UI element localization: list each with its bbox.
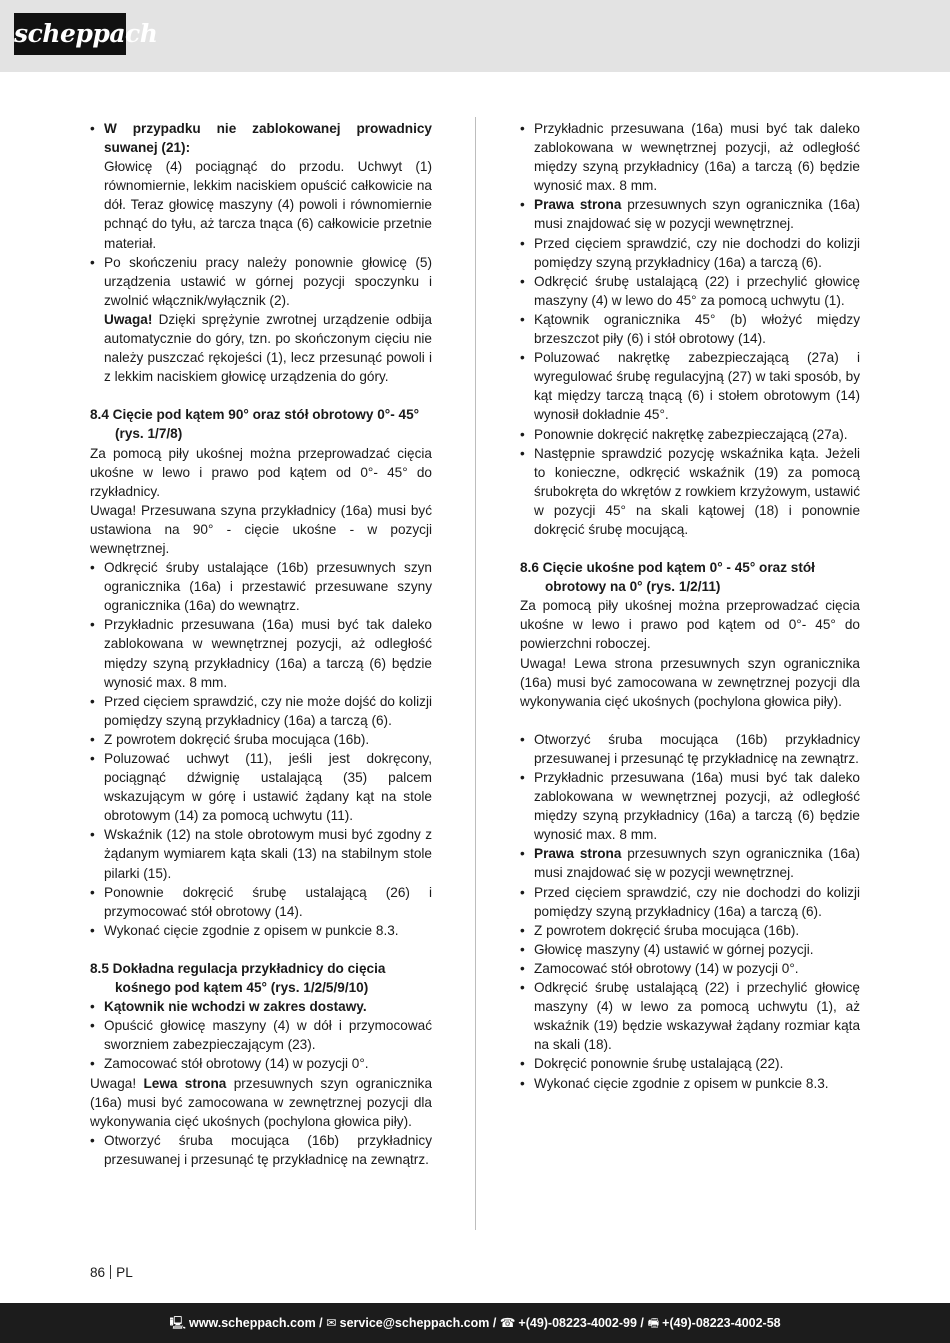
list-item: • Przykładnic przesuwana (16a) musi być tak daleko zablokowana w wewnętrznej pozycji, aż odległość między szyną przykładnicy (16a) a tarczą (6) będzie wynosić max. 8 mm. [520, 768, 860, 844]
list-item: • Ponownie dokręcić nakrętkę zabezpieczającą (27a). [520, 425, 860, 444]
list-text: przesuwnych szyn ogranicznika (16a) musi znajdować się w pozycji wewnętrznej. [534, 197, 861, 232]
list-item [90, 119, 432, 253]
column-divider [475, 117, 476, 1230]
list-item [90, 997, 432, 1016]
section-heading-8-6: 8.6 Cięcie ukośne pod kątem 0° - 45° oraz stół obrotowy na 0° (rys. 1/2/11) [520, 560, 815, 595]
mail-icon: ✉ [326, 1316, 337, 1330]
footer-website[interactable]: www.scheppach.com / [189, 1316, 323, 1330]
list-item: • Z powrotem dokręcić śruba mocująca (16b). [90, 730, 432, 749]
section-heading-8-5: 8.5 Dokładna regulacja przykładnicy do cięcia kośnego pod kątem 45° (rys. 1/2/5/9/10) [90, 960, 386, 996]
list-item: • Poluzować uchwyt (11), jeśli jest dokręcony, pociągnąć dźwignię ustalającą (35) palcem wskazującym w górę i ustawić żądany kąt na stole obrotowym (14) za pomocą uchwytu (11). [90, 749, 432, 825]
note-paragraph [90, 1074, 432, 1131]
note-text: przesuwnych szyn ogranicznika (16a) musi być zamocowana w zewnętrznej pozycji dla wykonywania cięć ukośnych (pochylona głowica piły). [90, 1075, 433, 1129]
page-header [0, 0, 950, 72]
list-item: • Otworzyć śruba mocująca (16b) przykładnicy przesuwanej i przesunąć tę przykładnicę na zewnątrz. [90, 1131, 432, 1169]
list-item: • Wskaźnik (12) na stole obrotowym musi być zgodny z żądanym wymiarem kąta skali (13) na stabilnym stole pilarki (15). [90, 825, 432, 882]
list-item: • Otworzyć śruba mocująca (16b) przykładnicy przesuwanej i przesunąć tę przykładnicę na zewnątrz. [520, 730, 860, 768]
page-number [90, 1265, 133, 1280]
list-item: • Odkręcić śrubę ustalającą (22) i przechylić głowicę maszyny (4) w lewo do 45° za pomocą uchwytu (1). [520, 272, 860, 310]
computer-icon: 🖳 [169, 1316, 187, 1330]
note-label: Uwaga! [90, 1075, 137, 1091]
footer-fax: +(49)-08223-4002-58 [662, 1316, 781, 1330]
paragraph: Uwaga! Lewa strona przesuwnych szyn ogranicznika (16a) musi być zamocowana w zewnętrznej pozycji dla wykonywania cięć ukośnych (pochylona głowica piły). [520, 655, 860, 709]
bold-text: Lewa strona [143, 1075, 227, 1091]
list-item: • Odkręcić śrubę ustalającą (22) i przechylić głowicę maszyny (4) w lewo za pomocą uchwytu (1), aż wskaźnik (19) będzie wskazywał żądany rozmiar kąta na skali (18). [520, 978, 860, 1054]
list-item: • Przykładnic przesuwana (16a) musi być tak daleko zablokowana w wewnętrznej pozycji, aż odległość między szyną przykładnicy (16a) a tarczą (6) będzie wynosić max. 8 mm. [520, 119, 860, 195]
list-item: • Przed cięciem sprawdzić, czy nie dochodzi do kolizji pomiędzy szyną przykładnicy (16a) a tarczą (6). [520, 883, 860, 921]
note-label: Uwaga! [104, 311, 153, 327]
right-column [520, 119, 860, 1093]
scheppach-logo: scheppach [14, 13, 126, 55]
list-item: • Poluzować nakrętkę zabezpieczającą (27a) i wyregulować śrubę regulacyjną (27) w taki sposób, by kąt między tarczą tnącą (6) i stołem obrotowym (14) wynosił dokładnie 45°. [520, 348, 860, 424]
list-text: przesuwnych szyn ogranicznika (16a) musi znajdować się w pozycji wewnętrznej. [534, 846, 861, 881]
paragraph: • Po skończeniu pracy należy ponownie głowicę (5) urządzenia ustawić w górnej pozycji spoczynku i zwolnić włącznik/wyłącznik (2). [104, 254, 432, 308]
list-item: • Następnie sprawdzić pozycję wskaźnika kąta. Jeżeli to konieczne, odkręcić wskaźnik (19) za pomocą śrubokręta do wkrętów z rowkiem krzyżowym, ustawić w pozycji 45° na skali kątowej (18) i ponownie dokręcić śrubę mocującą. [520, 444, 860, 539]
fax-icon: 🖷 [647, 1316, 660, 1330]
page-number-value: 86 [90, 1265, 106, 1280]
list-item: • Głowicę maszyny (4) ustawić w górnej pozycji. [520, 940, 860, 959]
list-item: • Zamocować stół obrotowy (14) w pozycji 0°. [90, 1054, 432, 1073]
list-item: • Zamocować stół obrotowy (14) w pozycji 0°. [520, 959, 860, 978]
list-item: • Kątownik ogranicznika 45° (b) włożyć między brzeszczot piły (6) i stół obrotowy (14). [520, 310, 860, 348]
page-footer [0, 1303, 950, 1343]
paragraph: Uwaga! Przesuwana szyna przykładnicy (16a) musi być ustawiona na 90° - cięcie ukośne - w pozycji wewnętrznej. [90, 502, 432, 556]
paragraph: Za pomocą piły ukośnej można przeprowadzać cięcia ukośne w lewo i prawo pod kątem od 0°- 45° do rzykładnicy. [90, 445, 432, 499]
list-item: • Z powrotem dokręcić śruba mocująca (16b). [520, 921, 860, 940]
list-item: • Wykonać cięcie zgodnie z opisem w punkcie 8.3. [90, 921, 432, 940]
list-item: • Wykonać cięcie zgodnie z opisem w punkcie 8.3. [520, 1074, 860, 1093]
phone-icon: ☎ [499, 1316, 516, 1330]
section-heading: W przypadku nie zablokowanej prowadnicy suwanej (21): [104, 121, 432, 156]
list-item [90, 253, 432, 387]
footer-phone: +(49)-08223-4002-99 / [518, 1316, 644, 1330]
list-item: • Dokręcić ponownie śrubę ustalającą (22). [520, 1054, 860, 1073]
list-item [520, 844, 860, 882]
list-item: • Przed cięciem sprawdzić, czy nie dochodzi do kolizji pomiędzy szyną przykładnicy (16a) a tarczą (6). [520, 234, 860, 272]
footer-email[interactable]: service@scheppach.com / [339, 1316, 497, 1330]
list-item [520, 195, 860, 233]
section-heading-8-4: 8.4 Cięcie pod kątem 90° oraz stół obrotowy 0°- 45° (rys. 1/7/8) [90, 407, 420, 442]
list-item: • Odkręcić śruby ustalające (16b) przesuwnych szyn ogranicznika (16a) i przestawić przesuwane szyny ogranicznika (16a) do wewnątrz. [90, 558, 432, 615]
bold-text: Prawa strona [534, 846, 622, 862]
list-item: • Ponownie dokręcić śrubę ustalającą (26) i przymocować stół obrotowy (14). [90, 883, 432, 921]
list-item: • Przed cięciem sprawdzić, czy nie może dojść do kolizji pomiędzy szyną przykładnicy (16a) a tarczą (6). [90, 692, 432, 730]
bold-text: Prawa strona [534, 197, 622, 213]
bold-text: Kątownik nie wchodzi w zakres dostawy. [104, 999, 367, 1015]
note-paragraph [104, 310, 432, 386]
list-item: • Przykładnic przesuwana (16a) musi być tak daleko zablokowana w wewnętrznej pozycji, aż odległość między szyną przykładnicy (16a) a tarczą (6) będzie wynosić max. 8 mm. [90, 615, 432, 691]
list-item: • Opuścić głowicę maszyny (4) w dół i przymocować sworzniem zabezpieczającym (23). [90, 1016, 432, 1054]
paragraph: Głowicę (4) pociągnąć do przodu. Uchwyt (1) równomiernie, lekkim naciskiem opuścić całkowicie na dół. Teraz głowicę maszyny (4) powoli i równomiernie pchnąć do tyłu, aż tarcza tnąca (6) całkowicie przetnie materiał. [104, 159, 432, 251]
page-language: PL [116, 1265, 133, 1280]
paragraph: Za pomocą piły ukośnej można przeprowadzać cięcia ukośne w lewo i prawo pod kątem od 0°- 45° do powierzchni roboczej. [520, 598, 860, 652]
left-column [90, 119, 432, 1169]
note-text: Dzięki sprężynie zwrotnej urządzenie odbija automatycznie do góry, tzn. po skończonym cięciu nie należy puszczać rękojeści (1), lecz przesunąć powoli i z lekkim naciskiem głowicę urządzenia do góry. [104, 311, 432, 385]
